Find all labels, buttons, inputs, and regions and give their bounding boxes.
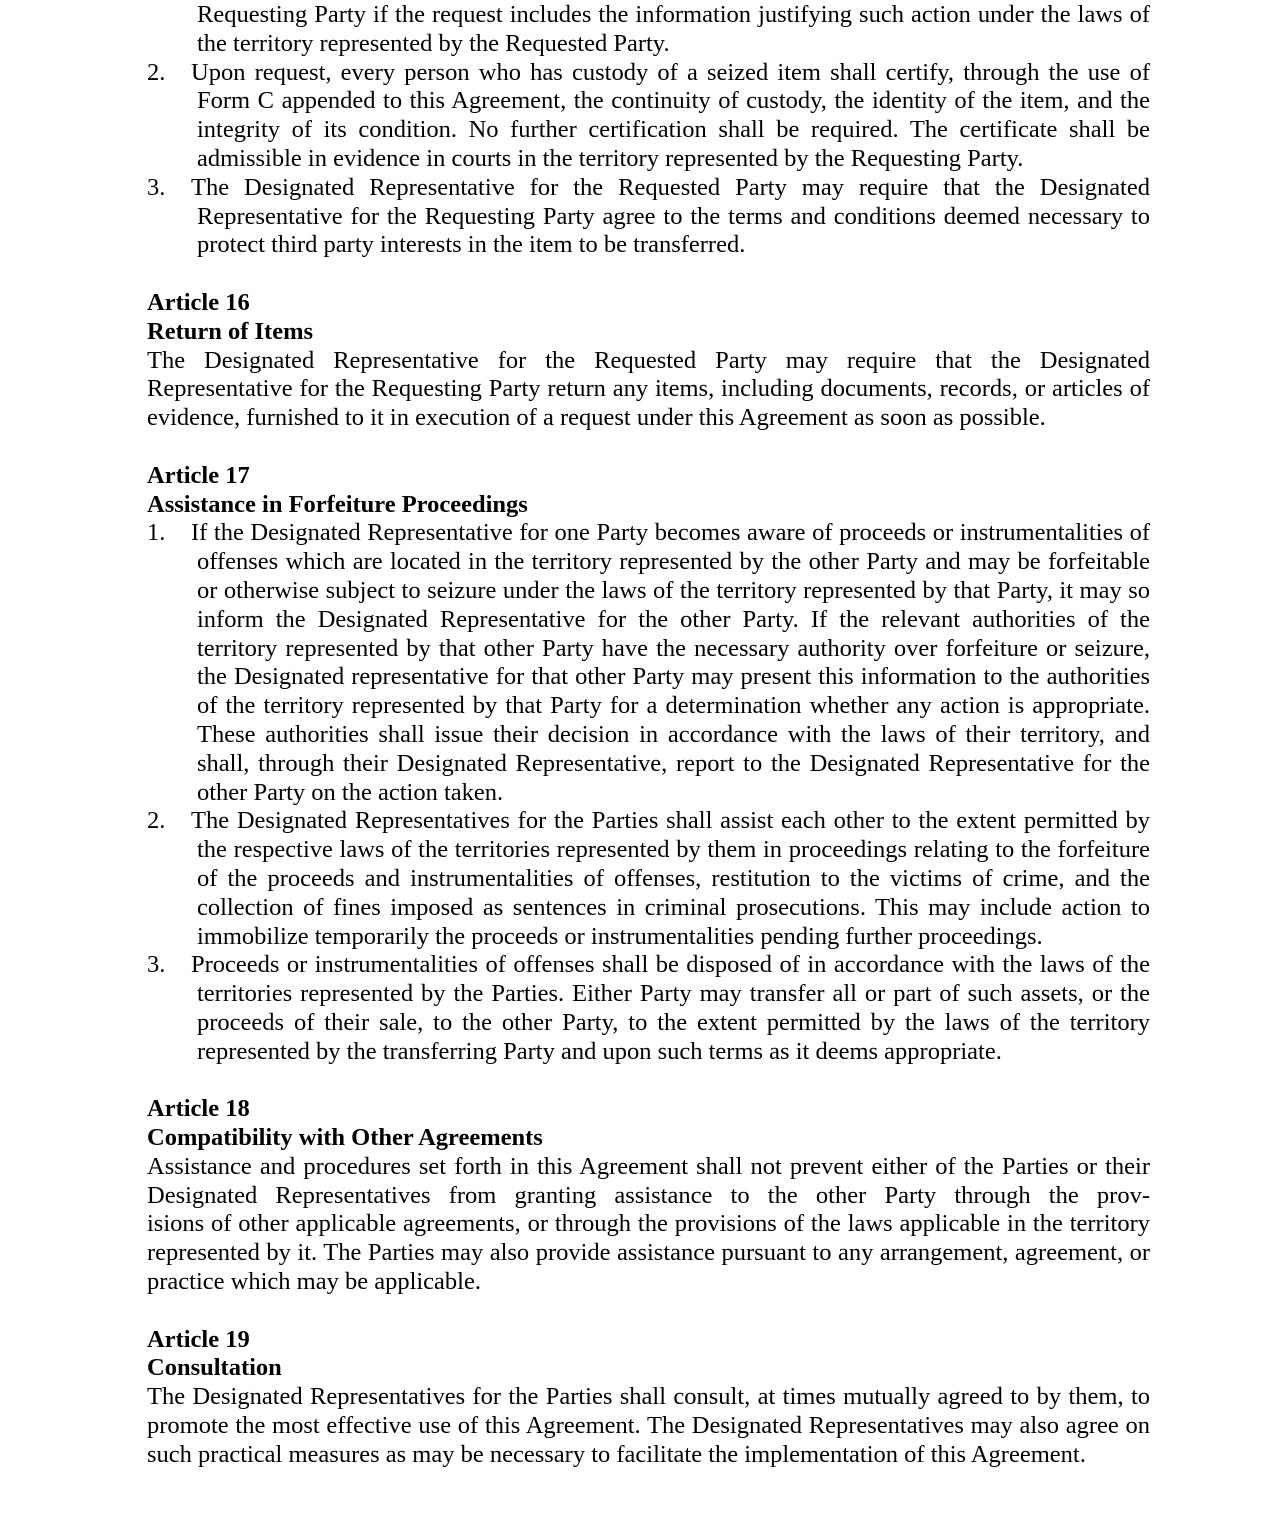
list-item bbox=[147, 519, 1150, 807]
article-18-section bbox=[147, 1095, 1150, 1297]
list-item-number: 3. bbox=[147, 173, 166, 201]
list-item-text: Proceeds or instrumentalities of offenses shall be disposed of in accordance with the laws of the territories represented by the Parties. Either Party may transfer all or part of such assets, or the proceeds of their sale, to the other Party, to the extent permitted by the laws of the territory represented by the transferring Party and upon such terms as it deems appropriate. bbox=[191, 951, 1150, 1065]
article-body: The Designated Representative for the Requested Party may require that the Designated Representative for the Requesting Party return any items, including documents, records, or articles of evidence, furnished to it in execution of a request under this Agreement as soon as possible. bbox=[147, 346, 1150, 432]
article-number: Article 18 bbox=[147, 1095, 250, 1123]
list-item bbox=[147, 174, 1150, 260]
document-page bbox=[147, 1, 1150, 1470]
article-body-part1: Assistance and procedures set forth in this Agreement shall not prevent either of the Parties or their Designated Representatives from granting assistance to the other Party through the prov- bbox=[147, 1152, 1150, 1209]
article-17-section bbox=[147, 462, 1150, 1067]
list-item-number: 2. bbox=[147, 58, 166, 86]
article15-list bbox=[147, 59, 1150, 261]
article-body: The Designated Representatives for the Parties shall consult, at times mutually agreed to by them, to promote the most effective use of this Agreement. The Designated Representatives may also agree on such practical measures as may be necessary to facilitate the implementation of this Agreement. bbox=[147, 1383, 1150, 1468]
article-title: Compatibility with Other Agreements bbox=[147, 1124, 543, 1152]
list-item-number: 3. bbox=[147, 951, 166, 979]
article-body-part2: isions of other applicable agreements, or through the provisions of the laws applicable in the territory represented by it. The Parties may also provide assistance pursuant to any arrangement, agreement, or practice which may be applicable. bbox=[147, 1210, 1150, 1296]
article-title: Return of Items bbox=[147, 317, 314, 345]
article-title: Consultation bbox=[147, 1354, 282, 1382]
article-number: Article 16 bbox=[147, 288, 250, 316]
list-item bbox=[147, 807, 1150, 951]
article-16-section bbox=[147, 289, 1150, 433]
list-item bbox=[147, 59, 1150, 174]
continuation-paragraph: Requesting Party if the request includes the information justifying such action under the laws of the territory represented by the Requested Party. bbox=[197, 1, 1150, 57]
list-item-number: 2. bbox=[147, 807, 166, 835]
article-19-section bbox=[147, 1326, 1150, 1470]
article-number: Article 19 bbox=[147, 1325, 250, 1353]
list-item bbox=[147, 951, 1150, 1066]
list-item-number: 1. bbox=[147, 519, 166, 547]
list-item-text: If the Designated Representative for one Party becomes aware of proceeds or instrumentalities of offenses which are located in the territory represented by the other Party and may be forfeitable or otherwise subject to seizure under the laws of the territory represented by that Party, it may so inform the Designated Representative for the other Party. If the relevant authorities of the territory represented by that other Party have the necessary authority over forfeiture or seizure, the Designated representative for that other Party may present this information to the authorities of the territory represented by that Party for a determination whether any action is appropriate. These authorities shall issue their decision in accordance with the laws of their territory, and shall, through their Designated Representative, report to the Designated Representative for the other Party on the action taken. bbox=[191, 519, 1150, 806]
list-item-text: Upon request, every person who has custody of a seized item shall certify, through the use of Form C appended to this Agreement, the continuity of custody, the identity of the item, and the integrity of its condition. No further certification shall be required. The certificate shall be admissible in evidence in courts in the territory represented by the Requesting Party. bbox=[191, 58, 1150, 172]
list-item-text: The Designated Representative for the Requested Party may require that the Designated Representative for the Requesting Party agree to the terms and conditions deemed necessary to protect third party interests in the item to be transferred. bbox=[191, 173, 1150, 259]
article-title: Assistance in Forfeiture Proceedings bbox=[147, 490, 528, 518]
list-item-text: The Designated Representatives for the Parties shall assist each other to the extent permitted by the respective laws of the territories represented by them in proceedings relating to the forfeiture of the proceeds and instrumentalities of offenses, restitution to the victims of crime, and the collection of fines imposed as sentences in criminal prosecutions. This may include action to immobilize temporarily the proceeds or instrumentalities pending further proceedings. bbox=[191, 807, 1150, 950]
article-number: Article 17 bbox=[147, 461, 250, 489]
